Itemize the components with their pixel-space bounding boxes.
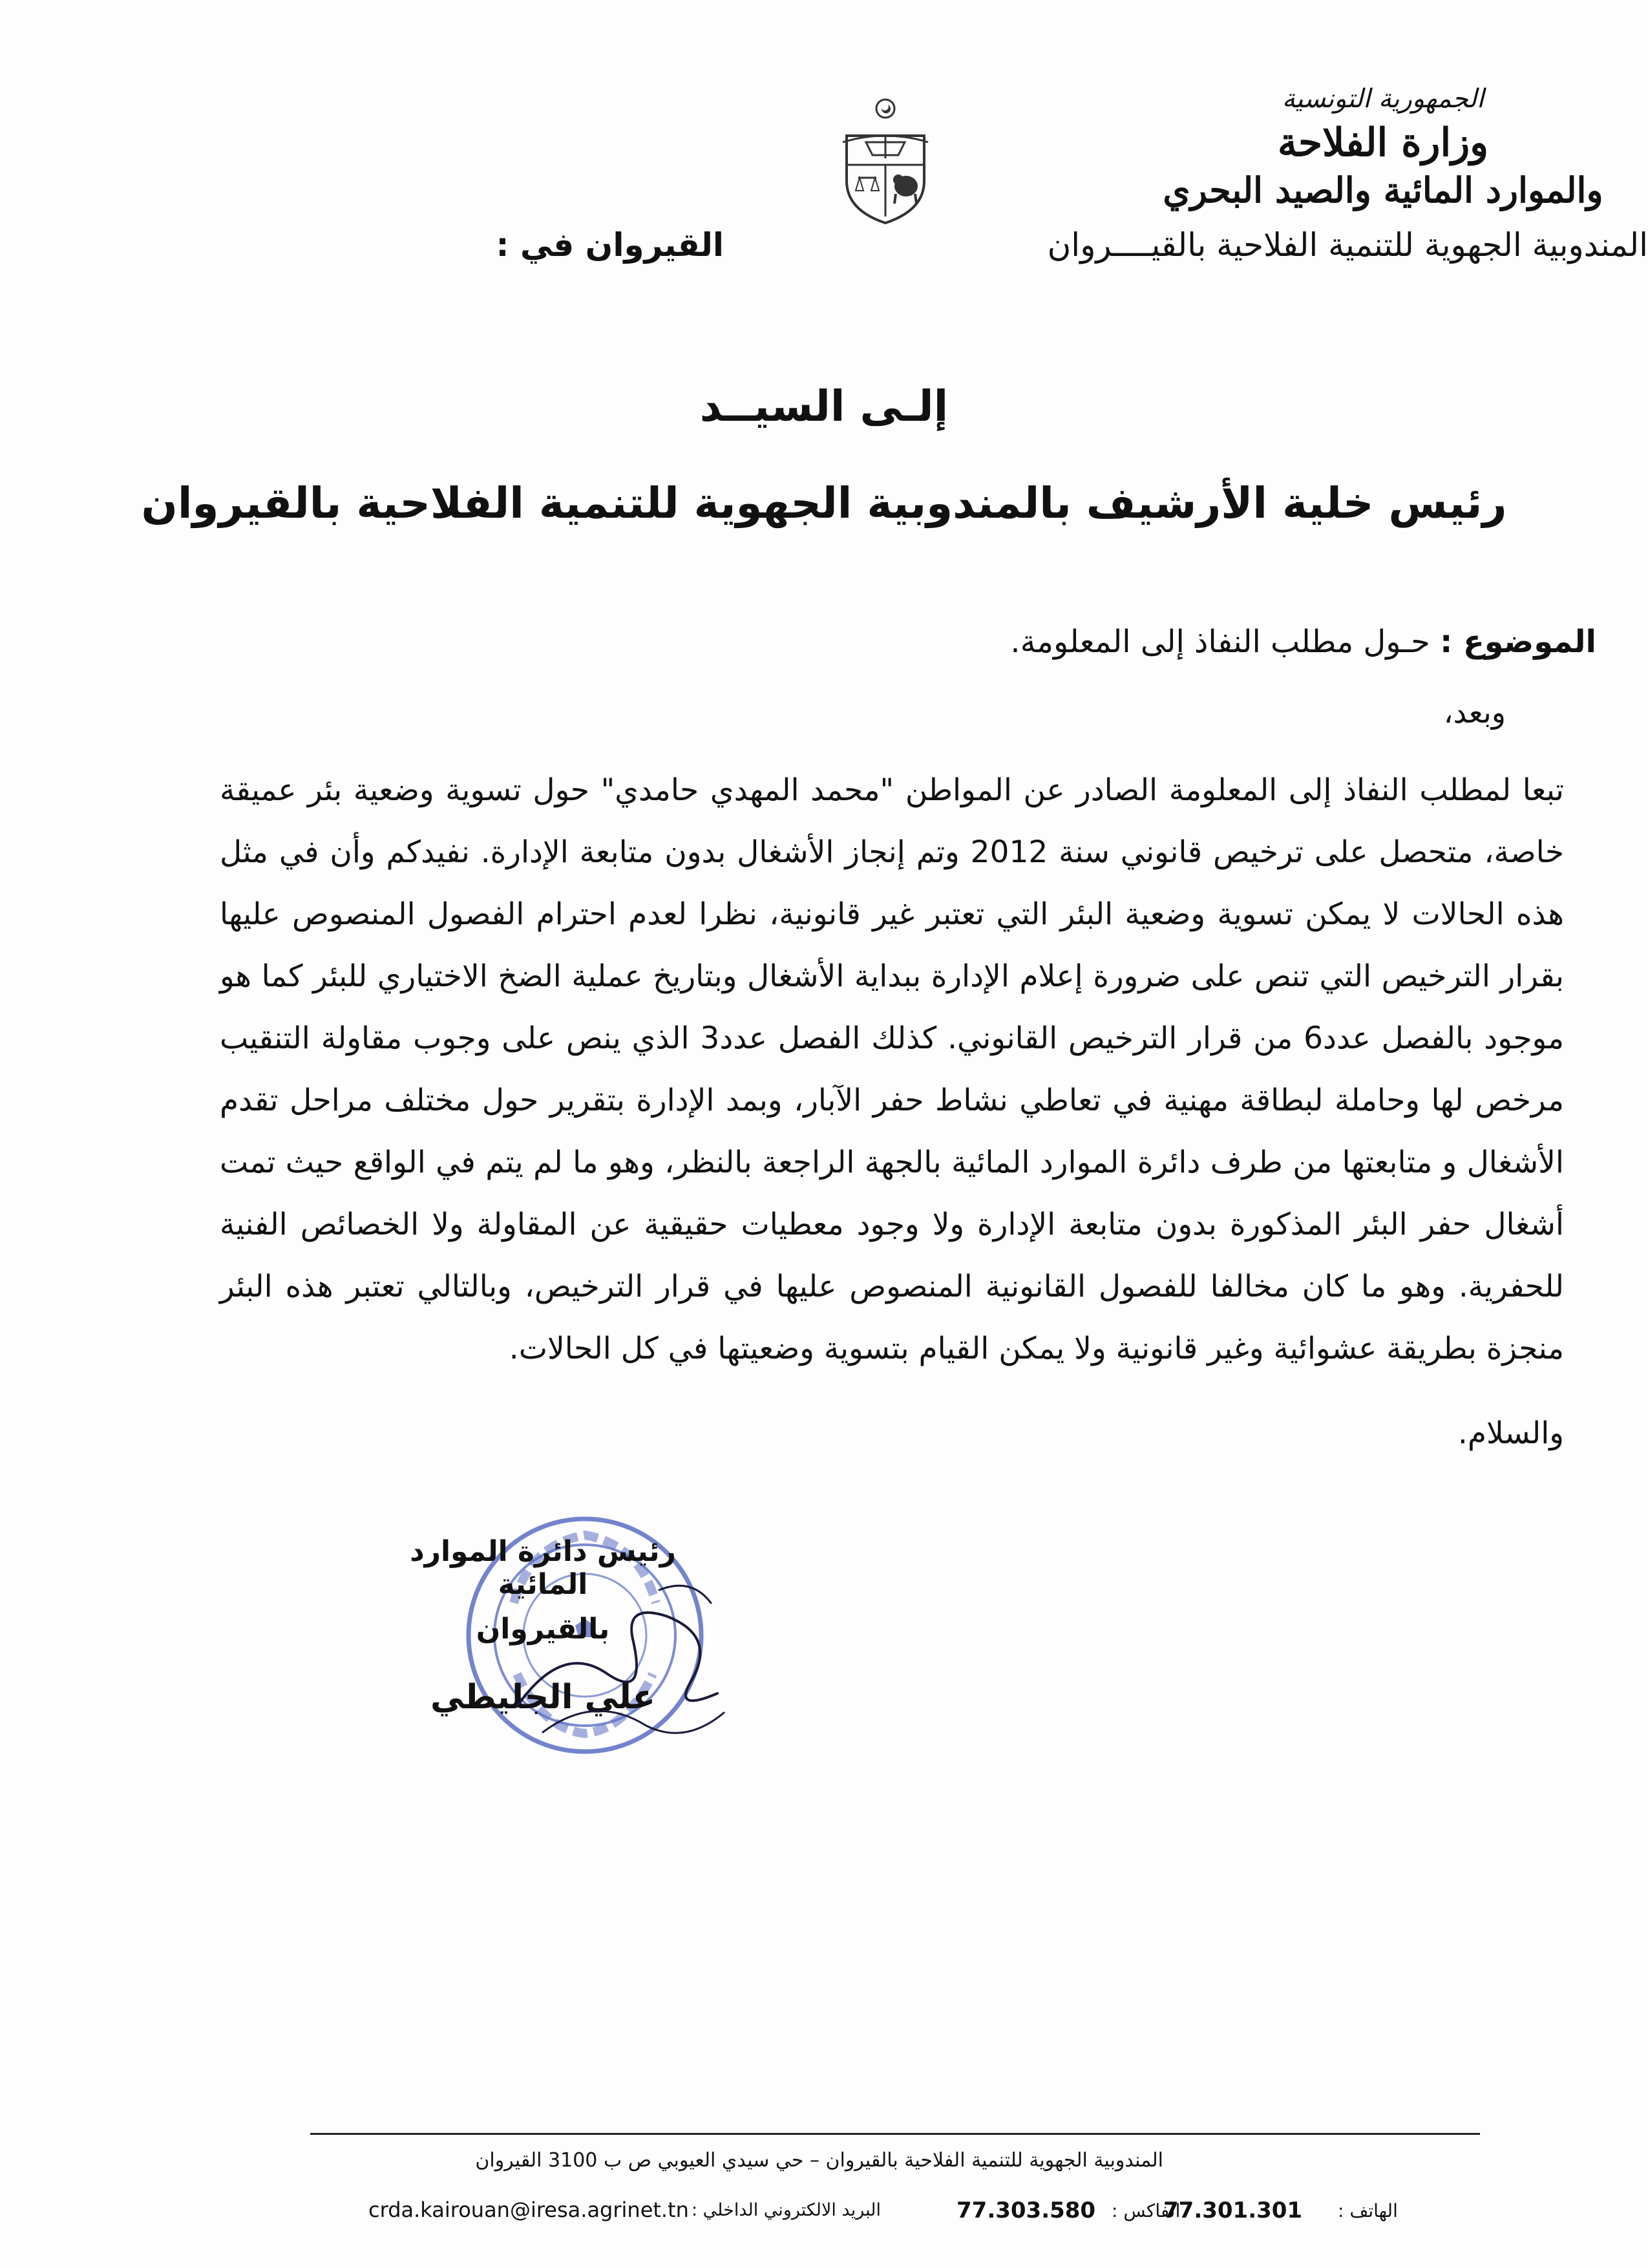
addressee-title: إلـى السيــد (699, 381, 949, 431)
signatory-location: بالقيروان (476, 1613, 610, 1646)
footer-fax-label: الفاكس : (1112, 2200, 1181, 2221)
footer-fax: 77.303.580 (956, 2198, 1096, 2223)
subject-text: حـول مطلب النفاذ إلى المعلومة. (1010, 624, 1430, 660)
signatory-title: رئيس دائرة الموارد المائية (410, 1535, 676, 1601)
ministry-subtitle: والموارد المائية والصيد البحري (1163, 169, 1603, 211)
footer-phone: 77.301.301 (1163, 2198, 1303, 2223)
footer-email-label: البريد الالكتروني الداخلي : (692, 2200, 881, 2220)
greeting: وبعد، (1443, 695, 1506, 730)
subject-label: الموضوع : (1440, 624, 1596, 660)
office-name: المندوبية الجهوية للتنمية الفلاحية بالقيــــروان (1047, 226, 1648, 264)
handwritten-signature-icon (504, 1564, 737, 1758)
place-date: القيروان في : (496, 226, 724, 264)
footer-phone-label: الهاتف : (1338, 2200, 1398, 2221)
coat-of-arms-icon (834, 97, 937, 226)
subject-line (692, 624, 1596, 660)
signatory-name: علي الجليطي (430, 1678, 655, 1717)
closing: والسلام. (1457, 1415, 1564, 1451)
republic-name: الجمهورية التونسية (1282, 84, 1484, 114)
letter-body: تبعا لمطلب النفاذ إلى المعلومة الصادر عن المواطن "محمد المهدي حامدي" حول تسوية وضعية بئر عميقة خاصة، متحصل على ترخيص قانوني سنة 2012 وتم إنجاز الأشغال بدون متابعة الإدارة. نفيدكم وأن في مثل هذه الحالات لا يمكن تسوية وضعية البئر التي تعتبر غير قانونية، نظرا لعدم احترام الفصول المنصوص عليها بقرار الترخيص التي تنص على ضرورة إعلام الإدارة ببداية الأشغال وبتاريخ عملية الضخ الاختياري للبئر كما هو موجود بالفصل عدد6 من قرار الترخيص القانوني. كذلك الفصل عدد3 الذي ينص على وجوب مقاولة التنقيب مرخص لها وحاملة لبطاقة مهنية في تعاطي نشاط حفر الآبار، وبمد الإدارة بتقرير حول مختلف مراحل تقدم الأشغال و متابعتها من طرف دائرة الموارد المائية بالجهة الراجعة بالنظر، وهو ما لم يتم في الواقع حيث تمت أشغال حفر البئر المذكورة بدون متابعة الإدارة ولا وجود معطيات حقيقية عن المقاولة ولا الخصائص الفنية للحفرية. وهو ما كان مخالفا للفصول القانونية المنصوص عليها في قرار الترخيص، وبالتالي تعتبر هذه البئر منجزة بطريقة عشوائية وغير قانونية ولا يمكن القيام بتسوية وضعيتها في كل الحالات. (220, 772, 1565, 1366)
addressee-name: رئيس خلية الأرشيف بالمندوبية الجهوية للتنمية الفلاحية بالقيروان (141, 478, 1507, 528)
letterhead (1157, 84, 1609, 211)
footer-address: المندوبية الجهوية للتنمية الفلاحية بالقيروان – حي سيدي العيوبي ص ب 3100 القيروان (475, 2149, 1163, 2172)
footer-divider (310, 2133, 1480, 2135)
footer-contacts (368, 2198, 1448, 2230)
ministry-name: وزارة الفلاحة (1277, 120, 1489, 165)
footer-email: crda.kairouan@iresa.agrinet.tn (368, 2198, 689, 2222)
